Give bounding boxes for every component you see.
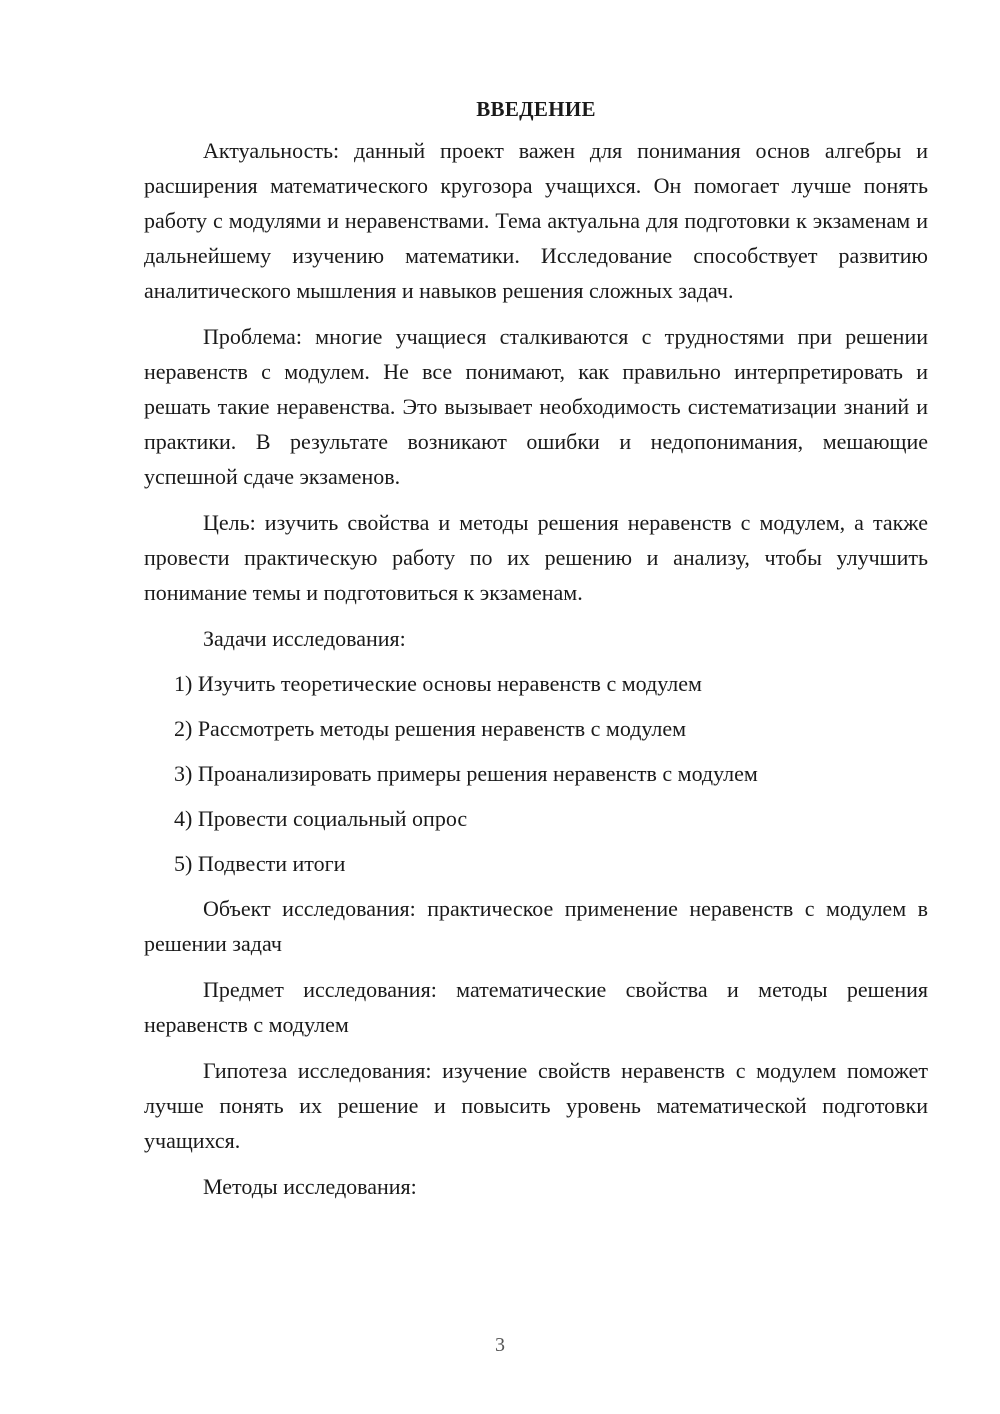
goal-paragraph: Цель: изучить свойства и методы решения неравенств с модулем, а также провести практическую работу по их решению и анализу, чтобы улучшить понимание темы и подготовиться к экзаменам.	[144, 510, 928, 605]
list-item: 2) Рассмотреть методы решения неравенств с модулем	[174, 716, 687, 741]
list-item: 1) Изучить теоретические основы неравенств с модулем	[174, 671, 702, 696]
list-item: 5) Подвести итоги	[174, 851, 346, 876]
hypothesis-paragraph: Гипотеза исследования: изучение свойств неравенств с модулем поможет лучше понять их решение и повысить уровень математической подготовки учащихся.	[144, 1058, 928, 1153]
list-item: 4) Провести социальный опрос	[174, 806, 468, 831]
methods-heading: Методы исследования:	[203, 1174, 417, 1199]
relevance-paragraph: Актуальность: данный проект важен для понимания основ алгебры и расширения математического кругозора учащихся. Он помогает лучше понять работу с модулями и неравенствами. Тема актуальна для подготовки к экзаменам и дальнейшему изучению математики. Исследование способствует развитию аналитического мышления и навыков решения сложных задач.	[144, 138, 928, 303]
object-paragraph: Объект исследования: практическое применение неравенств с модулем в решении задач	[144, 896, 928, 956]
section-title: ВВЕДЕНИЕ	[476, 97, 596, 121]
tasks-heading: Задачи исследования:	[203, 626, 406, 651]
list-item: 3) Проанализировать примеры решения неравенств с модулем	[174, 761, 758, 786]
tasks-list	[144, 666, 928, 881]
document-page	[144, 92, 928, 1214]
page-number: 3	[495, 1334, 505, 1356]
subject-paragraph: Предмет исследования: математические свойства и методы решения неравенств с модулем	[144, 977, 928, 1037]
problem-paragraph: Проблема: многие учащиеся сталкиваются с трудностями при решении неравенств с модулем. Не все понимают, как правильно интерпретировать и решать такие неравенства. Это вызывает необходимость систематизации знаний и практики. В результате возникают ошибки и недопонимания, мешающие успешной сдаче экзаменов.	[144, 324, 928, 489]
